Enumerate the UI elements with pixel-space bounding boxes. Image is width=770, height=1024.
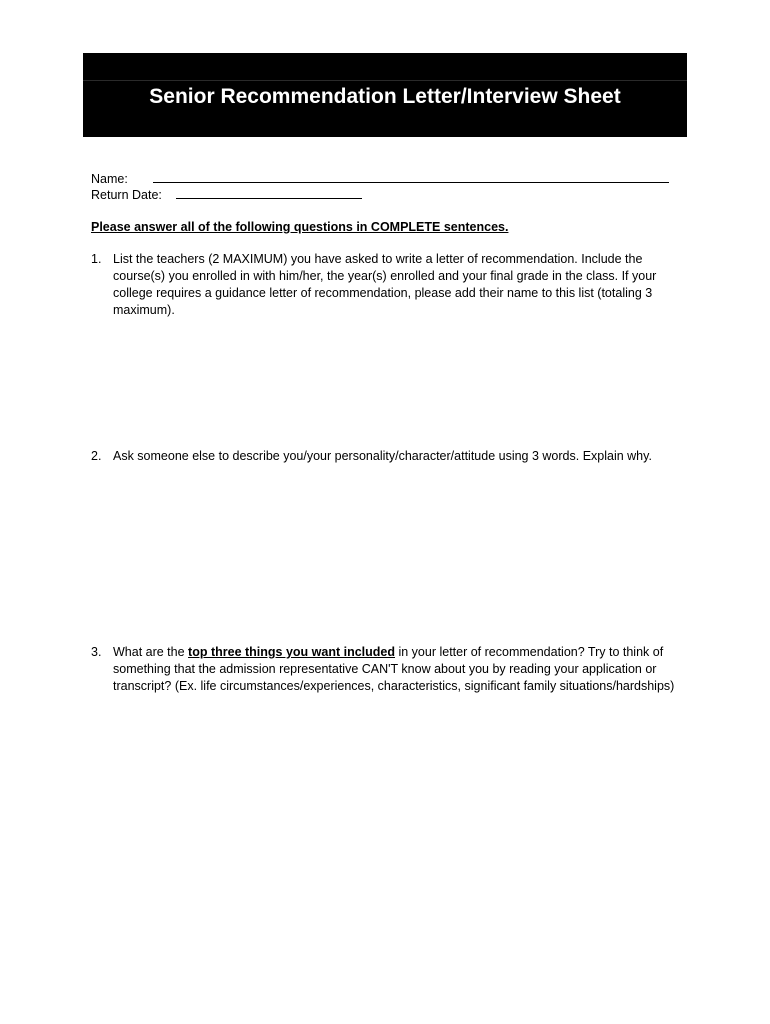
question-number: 3. — [91, 645, 102, 659]
title-banner-rule — [83, 80, 687, 81]
question-text-end: in your letter of recommendation? Try to think of something that the admission representative CAN'T know about you by reading your application or transcript? (Ex. life circumstances/experiences, characteristics, significant family situations/hardships) — [113, 645, 675, 693]
question-1 — [91, 251, 691, 331]
page-title: Senior Recommendation Letter/Interview Sheet — [149, 85, 621, 108]
name-field-row — [91, 170, 669, 187]
question-number: 1. — [91, 252, 102, 266]
question-text: Ask someone else to describe you/your personality/character/attitude using 3 words. Explain why. — [113, 449, 652, 463]
question-text: List the teachers (2 MAXIMUM) you have asked to write a letter of recommendation. Include the course(s) you enrolled in with him/her, the year(s) enrolled and your final grade in the class. If your college requires a guidance letter of recommendation, please add their name to this list (totaling 3 maximum). — [113, 252, 657, 317]
return-date-label: Return Date: — [91, 188, 162, 202]
question-2 — [91, 448, 691, 488]
instructions-text: Please answer all of the following questions in COMPLETE sentences. — [91, 220, 509, 234]
return-date-blank-line[interactable] — [176, 186, 362, 199]
question-text — [113, 644, 691, 695]
title-banner — [83, 53, 687, 137]
question-number: 2. — [91, 449, 102, 463]
name-label: Name: — [91, 172, 128, 186]
question-text-start: What are the — [113, 645, 189, 659]
return-date-field-row — [91, 186, 362, 203]
question-emphasis: top three things you want included — [188, 645, 395, 659]
name-blank-line[interactable] — [153, 170, 669, 183]
question-3 — [91, 644, 691, 724]
